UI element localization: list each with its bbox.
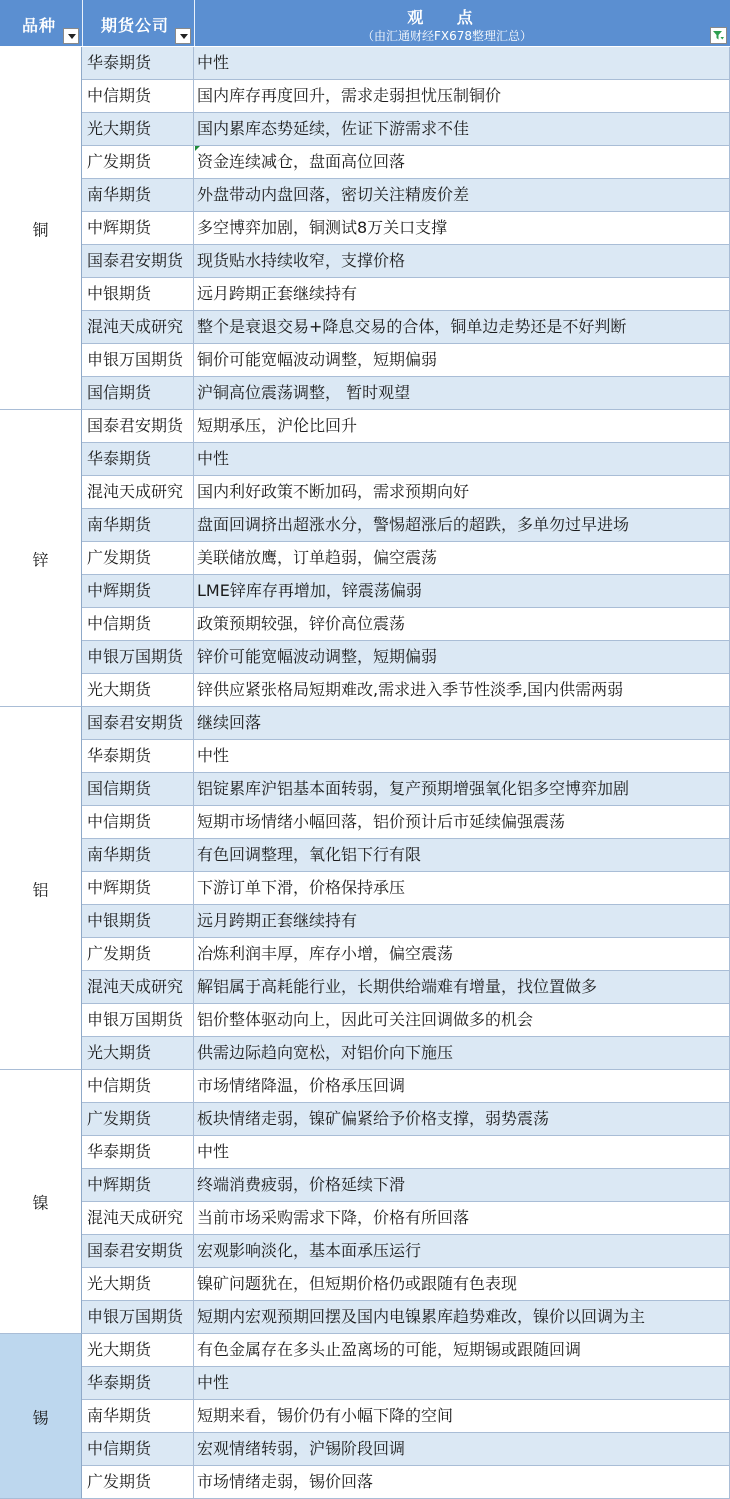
view-cell[interactable]: 市场情绪走弱，锡价回落 — [197, 1472, 374, 1491]
company-cell[interactable]: 国泰君安期货 — [82, 410, 194, 442]
view-cell[interactable]: 当前市场采购需求下降，价格有所回落 — [197, 1208, 470, 1227]
variety-label: 铜 — [32, 220, 49, 239]
view-cell[interactable]: 继续回落 — [197, 713, 262, 732]
company-cell[interactable]: 混沌天成研究 — [82, 1202, 194, 1234]
table-row — [82, 443, 730, 476]
company-cell[interactable]: 中信期货 — [82, 608, 194, 640]
table-row — [82, 1301, 730, 1334]
company-cell[interactable]: 申银万国期货 — [82, 1301, 194, 1333]
table-row — [82, 938, 730, 971]
view-cell[interactable]: 锌供应紧张格局短期难改,需求进入季节性淡季,国内供需两弱 — [197, 680, 624, 699]
company-cell[interactable]: 混沌天成研究 — [82, 971, 194, 1003]
table-row — [82, 377, 730, 410]
view-cell[interactable]: 下游订单下滑，价格保持承压 — [197, 878, 406, 897]
company-cell[interactable]: 华泰期货 — [82, 47, 194, 79]
table-row — [82, 1433, 730, 1466]
company-cell[interactable]: 光大期货 — [82, 113, 194, 145]
variety-cell[interactable] — [0, 47, 82, 410]
company-cell[interactable]: 国泰君安期货 — [82, 1235, 194, 1267]
view-cell[interactable]: 国内库存再度回升，需求走弱担忧压制铜价 — [197, 86, 502, 105]
view-cell[interactable]: 国内利好政策不断加码，需求预期向好 — [197, 482, 470, 501]
variety-label: 镍 — [32, 1193, 49, 1213]
company-cell[interactable]: 中银期货 — [82, 278, 194, 310]
company-cell[interactable]: 混沌天成研究 — [82, 311, 194, 343]
company-cell[interactable]: 南华期货 — [82, 1400, 194, 1432]
view-cell[interactable]: 盘面回调挤出超涨水分，警惕超涨后的超跌，多单勿过早进场 — [197, 515, 630, 534]
table-row — [82, 410, 730, 443]
view-cell[interactable]: 现货贴水持续收窄，支撑价格 — [197, 251, 406, 270]
table-row — [82, 1400, 730, 1433]
chevron-down-icon[interactable] — [175, 28, 191, 44]
table-row — [82, 1202, 730, 1235]
company-cell[interactable]: 中信期货 — [82, 1433, 194, 1465]
view-cell[interactable]: 中性 — [197, 53, 230, 72]
view-cell[interactable]: 铝价整体驱动向上，因此可关注回调做多的机会 — [197, 1010, 534, 1029]
table-row — [82, 707, 730, 740]
company-cell[interactable]: 混沌天成研究 — [82, 476, 194, 508]
company-cell[interactable]: 申银万国期货 — [82, 641, 194, 673]
company-cell[interactable]: 华泰期货 — [82, 1367, 194, 1399]
view-cell[interactable]: 终端消费疲弱，价格延续下滑 — [197, 1175, 406, 1194]
table-row — [82, 113, 730, 146]
company-cell[interactable]: 南华期货 — [82, 839, 194, 871]
view-cell[interactable]: 锌价可能宽幅波动调整，短期偏弱 — [197, 647, 438, 666]
table-row — [82, 740, 730, 773]
table-row — [82, 1136, 730, 1169]
company-cell[interactable]: 华泰期货 — [82, 740, 194, 772]
header-row — [0, 0, 730, 46]
table-row — [82, 1037, 730, 1070]
table-row — [82, 608, 730, 641]
table-row — [82, 1004, 730, 1037]
filter-icon[interactable] — [710, 27, 727, 44]
company-cell[interactable]: 中辉期货 — [82, 872, 194, 904]
view-cell[interactable]: 短期内宏观预期回摆及国内电镍累库趋势难改，镍价以回调为主 — [197, 1307, 646, 1326]
view-cell[interactable]: 短期承压，沪伦比回升 — [197, 416, 358, 435]
company-cell[interactable]: 中信期货 — [82, 80, 194, 112]
company-cell[interactable]: 中信期货 — [82, 1070, 194, 1102]
company-cell[interactable]: 光大期货 — [82, 674, 194, 706]
company-cell[interactable]: 国信期货 — [82, 773, 194, 805]
header-company-cell[interactable] — [82, 0, 195, 46]
company-cell[interactable]: 华泰期货 — [82, 443, 194, 475]
table-row — [82, 212, 730, 245]
header-variety-label: 品种 — [22, 16, 57, 35]
variety-cell[interactable] — [0, 410, 82, 707]
table-row — [82, 1334, 730, 1367]
company-cell[interactable]: 中辉期货 — [82, 212, 194, 244]
table-row — [82, 80, 730, 113]
table-row — [82, 905, 730, 938]
variety-cell[interactable] — [0, 1334, 82, 1499]
view-cell[interactable]: 有色金属存在多头止盈离场的可能，短期锡或跟随回调 — [197, 1340, 582, 1359]
company-cell[interactable]: 广发期货 — [82, 146, 194, 178]
table-row — [82, 641, 730, 674]
view-cell[interactable]: 中性 — [197, 1142, 230, 1161]
company-cell[interactable]: 华泰期货 — [82, 1136, 194, 1168]
table-row — [82, 542, 730, 575]
company-cell[interactable]: 南华期货 — [82, 179, 194, 211]
view-cell[interactable]: 沪铜高位震荡调整， 暂时观望 — [197, 383, 411, 402]
view-cell[interactable]: 多空博弈加剧，铜测试8万关口支撑 — [197, 218, 448, 237]
table-row — [82, 575, 730, 608]
variety-label: 锌 — [32, 550, 49, 569]
table-row — [82, 971, 730, 1004]
view-cell[interactable]: 有色回调整理，氧化铝下行有限 — [197, 845, 422, 864]
company-cell[interactable]: 中银期货 — [82, 905, 194, 937]
cell-comment-indicator — [195, 146, 200, 151]
company-cell[interactable]: 南华期货 — [82, 509, 194, 541]
table-row — [82, 1466, 730, 1499]
company-cell[interactable]: 光大期货 — [82, 1037, 194, 1069]
header-company-label: 期货公司 — [101, 16, 170, 35]
view-cell[interactable]: 宏观情绪转弱，沪锡阶段回调 — [197, 1439, 406, 1458]
table-row — [82, 1070, 730, 1103]
view-cell[interactable]: 市场情绪降温，价格承压回调 — [197, 1076, 406, 1095]
table-row — [82, 839, 730, 872]
table-row — [82, 47, 730, 80]
table-row — [82, 245, 730, 278]
view-cell[interactable]: 宏观影响淡化，基本面承压运行 — [197, 1241, 422, 1260]
view-cell[interactable]: 铜价可能宽幅波动调整，短期偏弱 — [197, 350, 438, 369]
view-cell[interactable]: LME锌库存再增加，锌震荡偏弱 — [197, 581, 422, 600]
table-row — [82, 1169, 730, 1202]
company-cell[interactable]: 国泰君安期货 — [82, 707, 194, 739]
table-row — [82, 1103, 730, 1136]
table-row — [82, 509, 730, 542]
table-row — [82, 806, 730, 839]
company-cell[interactable]: 光大期货 — [82, 1268, 194, 1300]
variety-label: 锡 — [32, 1408, 49, 1427]
table-row — [82, 146, 730, 179]
view-cell[interactable]: 解铝属于高耗能行业，长期供给端难有增量，找位置做多 — [197, 977, 598, 996]
variety-cell[interactable] — [0, 707, 82, 1070]
header-view-cell[interactable] — [194, 0, 730, 46]
company-cell[interactable]: 国信期货 — [82, 377, 194, 409]
view-cell[interactable]: 远月跨期正套继续持有 — [197, 284, 358, 303]
view-cell[interactable]: 板块情绪走弱，镍矿偏紧给予价格支撑，弱势震荡 — [197, 1109, 550, 1128]
view-cell[interactable]: 镍矿问题犹在，但短期价格仍或跟随有色表现 — [197, 1274, 518, 1293]
table-row — [82, 773, 730, 806]
view-cell[interactable]: 外盘带动内盘回落，密切关注精废价差 — [197, 185, 470, 204]
table-row — [82, 1268, 730, 1301]
variety-cell[interactable] — [0, 1070, 82, 1334]
table-row — [82, 311, 730, 344]
company-cell[interactable]: 中辉期货 — [82, 1169, 194, 1201]
view-cell[interactable]: 短期来看，锡价仍有小幅下降的空间 — [197, 1406, 454, 1425]
company-cell[interactable]: 广发期货 — [82, 1466, 194, 1498]
company-cell[interactable]: 中信期货 — [82, 806, 194, 838]
table-row — [82, 476, 730, 509]
company-cell[interactable]: 申银万国期货 — [82, 344, 194, 376]
view-cell[interactable]: 政策预期较强，锌价高位震荡 — [197, 614, 406, 633]
view-cell[interactable]: 美联储放鹰，订单趋弱，偏空震荡 — [197, 548, 438, 567]
view-cell[interactable]: 整个是衰退交易+降息交易的合体，铜单边走势还是不好判断 — [197, 317, 627, 336]
header-view-subtitle: （由汇通财经FX678整理汇总） — [361, 29, 533, 43]
table-row — [82, 179, 730, 212]
company-cell[interactable]: 光大期货 — [82, 1334, 194, 1366]
view-cell[interactable]: 资金连续减仓，盘面高位回落 — [197, 152, 406, 171]
company-cell[interactable]: 广发期货 — [82, 938, 194, 970]
table-row — [82, 872, 730, 905]
chevron-down-icon[interactable] — [63, 28, 79, 44]
view-cell[interactable]: 远月跨期正套继续持有 — [197, 911, 358, 930]
company-cell[interactable]: 申银万国期货 — [82, 1004, 194, 1036]
company-cell[interactable]: 国泰君安期货 — [82, 245, 194, 277]
view-cell[interactable]: 中性 — [197, 1373, 230, 1392]
view-cell[interactable]: 铝锭累库沪铝基本面转弱，复产预期增强氧化铝多空博弈加剧 — [197, 779, 630, 798]
header-variety-cell[interactable] — [0, 0, 83, 46]
view-cell[interactable]: 中性 — [197, 449, 230, 468]
table-row — [82, 1235, 730, 1268]
table-row — [82, 674, 730, 707]
view-cell[interactable]: 供需边际趋向宽松，对铝价向下施压 — [197, 1043, 454, 1062]
view-cell[interactable]: 国内累库态势延续，佐证下游需求不佳 — [197, 119, 470, 138]
table-row — [82, 1367, 730, 1400]
table-row — [82, 278, 730, 311]
company-cell[interactable]: 广发期货 — [82, 1103, 194, 1135]
view-cell[interactable]: 冶炼利润丰厚，库存小增，偏空震荡 — [197, 944, 454, 963]
view-cell[interactable]: 中性 — [197, 746, 230, 765]
table-row — [82, 344, 730, 377]
company-cell[interactable]: 广发期货 — [82, 542, 194, 574]
header-view-title: 观 点 — [407, 8, 487, 27]
variety-label: 铝 — [32, 880, 49, 899]
company-cell[interactable]: 中辉期货 — [82, 575, 194, 607]
view-cell[interactable]: 短期市场情绪小幅回落，铝价预计后市延续偏强震荡 — [197, 812, 566, 831]
